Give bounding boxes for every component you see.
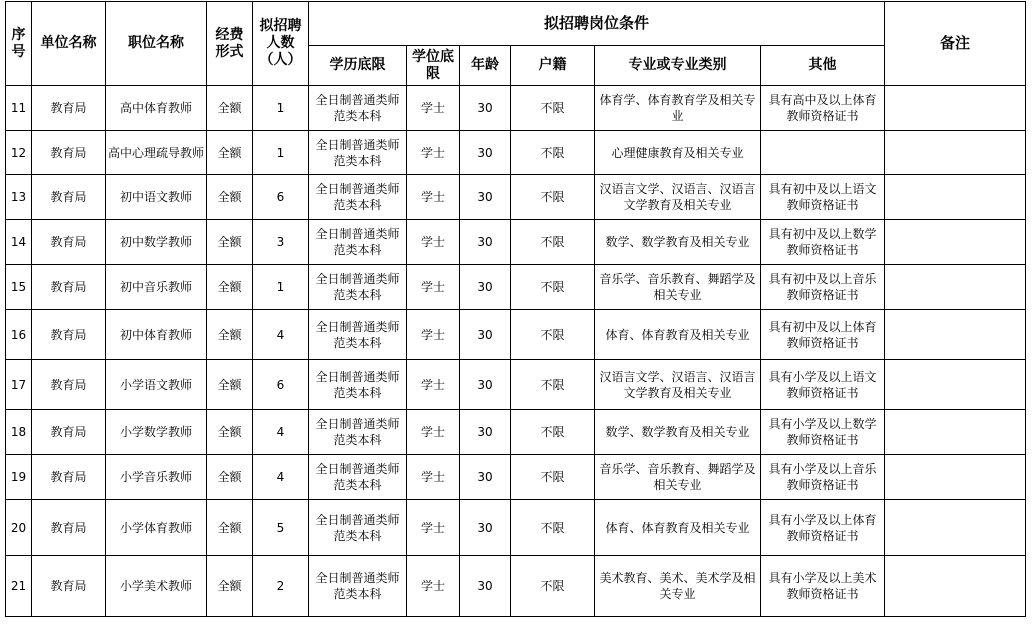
cell-funding: 全额 [207,455,253,500]
cell-seq: 16 [6,310,32,360]
cell-degree: 学士 [407,175,460,220]
cell-position: 小学音乐教师 [106,455,207,500]
cell-remark [885,556,1026,617]
cell-position: 初中语文教师 [106,175,207,220]
table-row [6,265,1026,310]
cell-major: 汉语言文学、汉语言、汉语言文学教育及相关专业 [595,175,761,220]
cell-funding: 全额 [207,86,253,131]
header-funding: 经费形式 [207,2,253,86]
cell-remark [885,175,1026,220]
cell-seq: 12 [6,131,32,175]
cell-unit: 教育局 [32,310,106,360]
table-row [6,360,1026,410]
table-row [6,556,1026,617]
cell-funding: 全额 [207,220,253,265]
header-remark: 备注 [885,2,1026,86]
cell-count: 6 [253,360,309,410]
cell-position: 高中心理疏导教师 [106,131,207,175]
cell-funding: 全额 [207,360,253,410]
cell-age: 30 [460,500,511,556]
recruitment-table [5,1,1026,617]
cell-education: 全日制普通类师范类本科 [309,265,407,310]
cell-unit: 教育局 [32,220,106,265]
cell-seq: 19 [6,455,32,500]
cell-unit: 教育局 [32,410,106,455]
cell-major: 美术教育、美术、美术学及相关专业 [595,556,761,617]
cell-position: 初中体育教师 [106,310,207,360]
cell-other: 具有初中及以上数学教师资格证书 [761,220,885,265]
cell-major: 心理健康教育及相关专业 [595,131,761,175]
cell-unit: 教育局 [32,265,106,310]
cell-funding: 全额 [207,175,253,220]
cell-count: 1 [253,265,309,310]
cell-other: 具有初中及以上体育教师资格证书 [761,310,885,360]
cell-hukou: 不限 [511,220,595,265]
cell-age: 30 [460,410,511,455]
cell-count: 4 [253,455,309,500]
cell-degree: 学士 [407,220,460,265]
cell-seq: 15 [6,265,32,310]
cell-degree: 学士 [407,310,460,360]
header-age: 年龄 [460,46,511,86]
cell-hukou: 不限 [511,265,595,310]
cell-age: 30 [460,310,511,360]
header-education: 学历底限 [309,46,407,86]
table-row [6,455,1026,500]
cell-position: 初中数学教师 [106,220,207,265]
header-conditions: 拟招聘岗位条件 [309,2,885,46]
cell-degree: 学士 [407,455,460,500]
header-unit: 单位名称 [32,2,106,86]
cell-position: 高中体育教师 [106,86,207,131]
cell-seq: 20 [6,500,32,556]
cell-other [761,131,885,175]
cell-other: 具有小学及以上语文教师资格证书 [761,360,885,410]
cell-major: 数学、数学教育及相关专业 [595,410,761,455]
cell-remark [885,500,1026,556]
cell-seq: 14 [6,220,32,265]
table-row [6,410,1026,455]
cell-unit: 教育局 [32,86,106,131]
cell-age: 30 [460,175,511,220]
cell-degree: 学士 [407,131,460,175]
cell-age: 30 [460,86,511,131]
cell-age: 30 [460,556,511,617]
table-row [6,86,1026,131]
header-major: 专业或专业类别 [595,46,761,86]
cell-hukou: 不限 [511,175,595,220]
table-row [6,220,1026,265]
cell-funding: 全额 [207,556,253,617]
cell-major: 体育、体育教育及相关专业 [595,310,761,360]
cell-position: 小学语文教师 [106,360,207,410]
cell-major: 数学、数学教育及相关专业 [595,220,761,265]
cell-other: 具有小学及以上美术教师资格证书 [761,556,885,617]
cell-age: 30 [460,455,511,500]
cell-seq: 13 [6,175,32,220]
cell-funding: 全额 [207,410,253,455]
cell-education: 全日制普通类师范类本科 [309,310,407,360]
table-row [6,500,1026,556]
cell-major: 体育、体育教育及相关专业 [595,500,761,556]
cell-degree: 学士 [407,265,460,310]
cell-age: 30 [460,220,511,265]
table-row [6,310,1026,360]
cell-education: 全日制普通类师范类本科 [309,556,407,617]
cell-unit: 教育局 [32,556,106,617]
cell-degree: 学士 [407,410,460,455]
cell-count: 3 [253,220,309,265]
cell-unit: 教育局 [32,455,106,500]
cell-hukou: 不限 [511,500,595,556]
cell-education: 全日制普通类师范类本科 [309,175,407,220]
cell-education: 全日制普通类师范类本科 [309,220,407,265]
cell-count: 1 [253,86,309,131]
cell-seq: 11 [6,86,32,131]
cell-other: 具有小学及以上体育教师资格证书 [761,500,885,556]
cell-degree: 学士 [407,86,460,131]
cell-count: 1 [253,131,309,175]
cell-major: 音乐学、音乐教育、舞蹈学及相关专业 [595,265,761,310]
cell-remark [885,410,1026,455]
cell-funding: 全额 [207,265,253,310]
cell-position: 小学数学教师 [106,410,207,455]
cell-education: 全日制普通类师范类本科 [309,410,407,455]
cell-unit: 教育局 [32,500,106,556]
cell-funding: 全额 [207,131,253,175]
cell-count: 2 [253,556,309,617]
cell-funding: 全额 [207,500,253,556]
header-degree: 学位底限 [407,46,460,86]
cell-seq: 18 [6,410,32,455]
cell-remark [885,360,1026,410]
cell-degree: 学士 [407,500,460,556]
cell-seq: 17 [6,360,32,410]
cell-hukou: 不限 [511,410,595,455]
cell-education: 全日制普通类师范类本科 [309,86,407,131]
cell-hukou: 不限 [511,455,595,500]
cell-education: 全日制普通类师范类本科 [309,500,407,556]
cell-hukou: 不限 [511,131,595,175]
cell-count: 4 [253,410,309,455]
cell-age: 30 [460,360,511,410]
cell-age: 30 [460,131,511,175]
cell-major: 体育学、体育教育学及相关专业 [595,86,761,131]
header-other: 其他 [761,46,885,86]
cell-count: 5 [253,500,309,556]
cell-position: 初中音乐教师 [106,265,207,310]
header-seq: 序号 [6,2,32,86]
cell-other: 具有小学及以上数学教师资格证书 [761,410,885,455]
cell-degree: 学士 [407,556,460,617]
cell-other: 具有初中及以上语文教师资格证书 [761,175,885,220]
cell-seq: 21 [6,556,32,617]
header-hukou: 户籍 [511,46,595,86]
cell-hukou: 不限 [511,360,595,410]
header-position: 职位名称 [106,2,207,86]
cell-other: 具有小学及以上音乐教师资格证书 [761,455,885,500]
cell-education: 全日制普通类师范类本科 [309,455,407,500]
cell-position: 小学体育教师 [106,500,207,556]
cell-unit: 教育局 [32,175,106,220]
cell-other: 具有初中及以上音乐教师资格证书 [761,265,885,310]
cell-unit: 教育局 [32,131,106,175]
cell-unit: 教育局 [32,360,106,410]
cell-count: 6 [253,175,309,220]
cell-hukou: 不限 [511,556,595,617]
cell-remark [885,265,1026,310]
cell-remark [885,220,1026,265]
cell-remark [885,86,1026,131]
cell-education: 全日制普通类师范类本科 [309,131,407,175]
cell-remark [885,455,1026,500]
cell-education: 全日制普通类师范类本科 [309,360,407,410]
cell-degree: 学士 [407,360,460,410]
cell-other: 具有高中及以上体育教师资格证书 [761,86,885,131]
table-row [6,131,1026,175]
cell-hukou: 不限 [511,86,595,131]
cell-hukou: 不限 [511,310,595,360]
header-count: 拟招聘人数（人） [253,2,309,86]
cell-age: 30 [460,265,511,310]
cell-position: 小学美术教师 [106,556,207,617]
cell-remark [885,310,1026,360]
cell-major: 音乐学、音乐教育、舞蹈学及相关专业 [595,455,761,500]
cell-funding: 全额 [207,310,253,360]
cell-remark [885,131,1026,175]
cell-count: 4 [253,310,309,360]
cell-major: 汉语言文学、汉语言、汉语言文学教育及相关专业 [595,360,761,410]
table-row [6,175,1026,220]
